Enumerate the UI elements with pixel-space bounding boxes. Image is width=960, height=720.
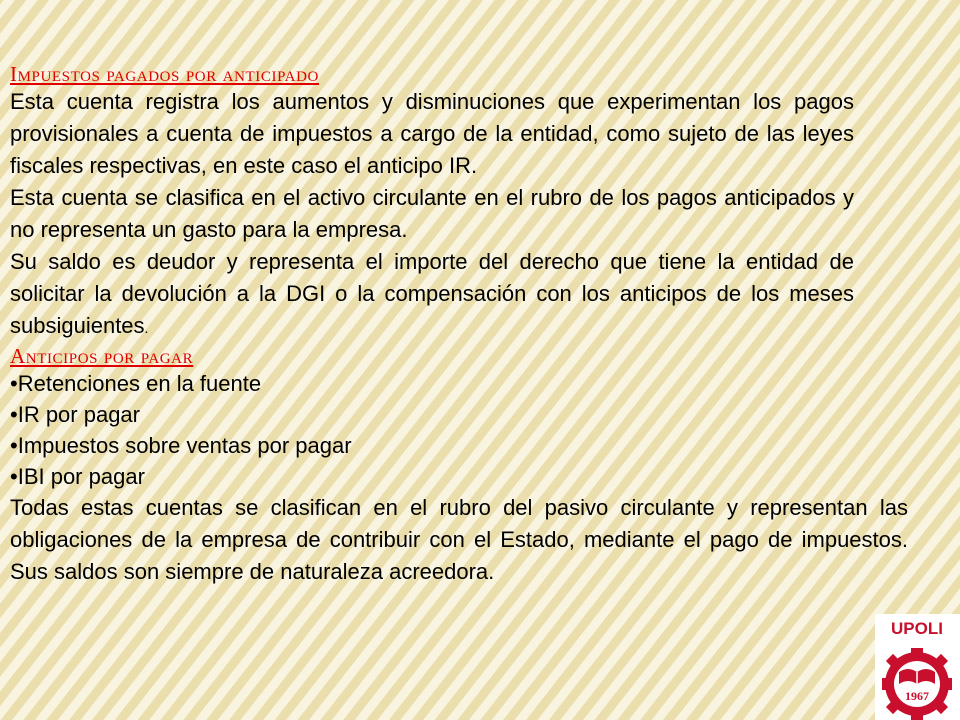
logo-year: 1967	[905, 689, 929, 703]
heading-impuestos-anticipado: Impuestos pagados por anticipado	[10, 62, 319, 86]
paragraph-clasificacion: Esta cuenta se clasifica en el activo circulante en el rubro de los pagos anticipados y no representa un gasto para la empresa.	[10, 185, 854, 242]
list-item: •Retenciones en la fuente	[10, 371, 262, 396]
bullet-list	[10, 368, 908, 492]
list-item: •IBI por pagar	[10, 464, 145, 489]
paragraph-saldo	[10, 246, 854, 344]
slide-content	[10, 62, 908, 588]
paragraph-saldo-text: Su saldo es deudor y representa el importe del derecho que tiene la entidad de solicitar la devolución a la DGI o la compensación con los anticipos de los meses subsiguientes	[10, 249, 854, 338]
paragraph-registro: Esta cuenta registra los aumentos y disminuciones que experimentan los pagos provisionales a cuenta de impuestos a cargo de la entidad, como sujeto de las leyes fiscales respectivas, en este caso el anticipo IR.	[10, 89, 854, 178]
list-item: •IR por pagar	[10, 402, 140, 427]
heading-anticipos-pagar: Anticipos por pagar	[10, 344, 194, 368]
paragraph-pasivo: Todas estas cuentas se clasifican en el rubro del pasivo circulante y representan las obligaciones de la empresa de contribuir con el Estado, mediante el pago de impuestos. Sus saldos son siempre de naturaleza acreedora.	[10, 495, 908, 584]
upoli-logo	[875, 614, 960, 720]
logo-text: UPOLI	[891, 619, 943, 638]
list-item: •Impuestos sobre ventas por pagar	[10, 433, 352, 458]
paragraph-saldo-dot: .	[144, 320, 149, 336]
